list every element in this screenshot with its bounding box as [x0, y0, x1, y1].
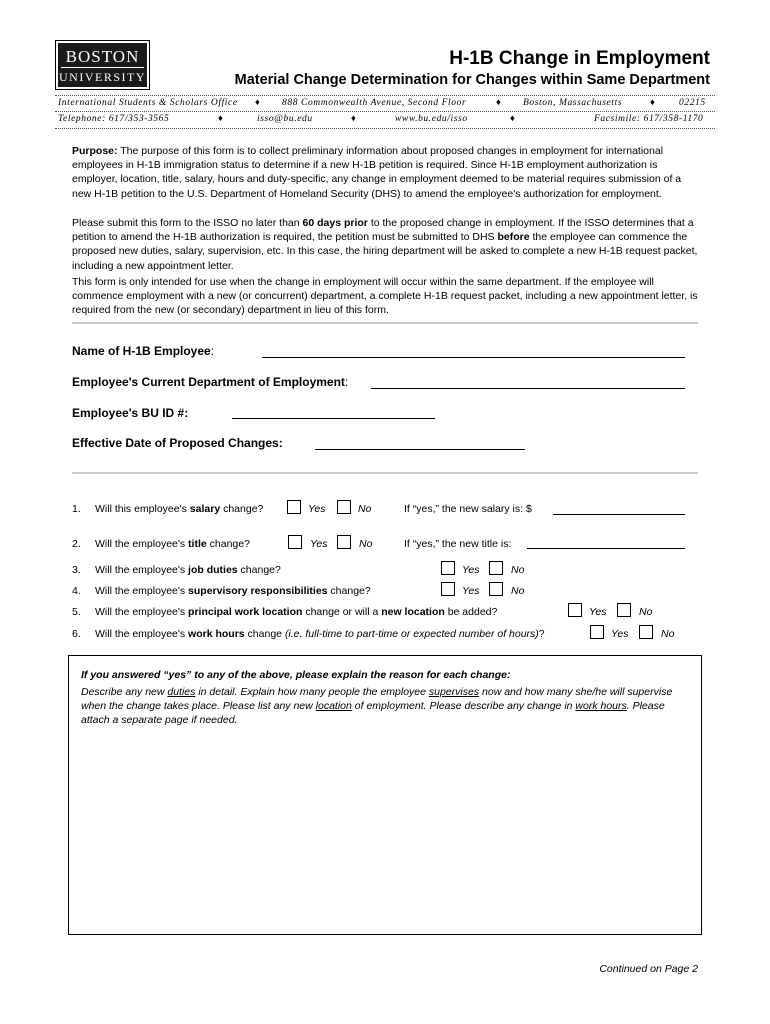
no-label: No [358, 503, 372, 515]
scope-paragraph: This form is only intended for use when the change in employment will occur within the same department. If the employee will commence employment with a new (or concurrent) department, a complete H-1B request packet, including a new appointment letter, is required from the new (or secondary) department in lieu of this form. [72, 276, 698, 317]
work-hours-yes-checkbox[interactable] [590, 625, 604, 639]
question-text: Will the employee's [95, 585, 189, 597]
question-text: change? [327, 585, 371, 597]
question-text: change? [237, 564, 281, 576]
explanation-instructions [81, 685, 693, 728]
explanation-response-area[interactable] [81, 736, 691, 926]
separator-diamond: ♦ [255, 98, 261, 108]
office-website: www.bu.edu/isso [395, 114, 468, 124]
bu-id-label: Employee's BU ID #: [72, 406, 189, 420]
department-field[interactable] [371, 388, 685, 389]
job-duties-yes-checkbox[interactable] [441, 561, 455, 575]
instruction-text: . Please attach a separate page if needed. [81, 700, 665, 727]
office-address: 888 Commonwealth Avenue, Second Floor [282, 98, 467, 108]
bu-logo [55, 40, 150, 90]
employee-name-field[interactable] [262, 357, 685, 358]
section-divider [72, 322, 698, 324]
department-label [72, 375, 348, 389]
no-label: No [639, 606, 653, 618]
question-title [95, 538, 250, 550]
new-salary-field[interactable] [553, 514, 685, 515]
instruction-emphasis: duties [167, 686, 196, 698]
form-subtitle: Material Change Determination for Changes within Same Department [234, 72, 710, 88]
question-text: be added? [444, 606, 498, 618]
instruction-text: Describe any new [81, 686, 168, 698]
instruction-text: now and how many she/he will supervise when the change takes place. Please list any new [81, 686, 673, 713]
form-title: H-1B Change in Employment [449, 48, 710, 69]
salary-yes-checkbox[interactable] [287, 500, 301, 514]
question-text: Will this employee's [95, 503, 190, 515]
explanation-title: If you answered “yes” to any of the above, please explain the reason for each change: [81, 669, 511, 681]
question-text: change or will a [302, 606, 382, 618]
question-keyword: principal work location [188, 606, 303, 618]
question-number: 5. [72, 606, 81, 618]
question-text: Will the employee's [95, 606, 189, 618]
office-telephone: Telephone: 617/353-3565 [58, 114, 170, 124]
question-text: change? [206, 538, 250, 550]
question-text: Will the employee's [95, 564, 189, 576]
effective-date-field[interactable] [315, 449, 525, 450]
question-number: 3. [72, 564, 81, 576]
purpose-paragraph [72, 144, 702, 201]
title-yes-checkbox[interactable] [288, 535, 302, 549]
question-keyword: new location [381, 606, 445, 618]
question-text: Will the employee's [95, 538, 189, 550]
question-keyword: job duties [188, 564, 238, 576]
question-supervisory [95, 585, 371, 597]
deadline-text: Please submit this form to the ISSO no later than [72, 217, 303, 229]
no-label: No [661, 628, 675, 640]
office-city: Boston, Massachusetts [523, 98, 623, 108]
question-job-duties [95, 564, 281, 576]
question-number: 6. [72, 628, 81, 640]
before-emphasis: before [497, 231, 530, 244]
label-colon: : [210, 344, 215, 358]
label-colon: : [344, 375, 349, 389]
yes-label: Yes [462, 585, 480, 597]
contact-row-phone [55, 112, 715, 128]
department-label-text: Employee's Current Department of Employment [72, 375, 345, 389]
yes-label: Yes [310, 538, 328, 550]
question-work-location [95, 606, 497, 618]
deadline-emphasis: 60 days prior [302, 217, 368, 229]
effective-date-label: Effective Date of Proposed Changes: [72, 436, 283, 450]
job-duties-no-checkbox[interactable] [489, 561, 503, 575]
work-location-yes-checkbox[interactable] [568, 603, 582, 617]
separator-diamond: ♦ [510, 114, 516, 124]
separator-diamond: ♦ [650, 98, 656, 108]
explanation-box[interactable] [68, 655, 702, 935]
no-label: No [511, 585, 525, 597]
no-label: No [359, 538, 373, 550]
question-text: Will the employee's [95, 628, 189, 640]
logo-line-university: UNIVERSITY [59, 70, 146, 84]
salary-no-checkbox[interactable] [337, 500, 351, 514]
question-hint: (i.e. full-time to part-time or expected number of hours) [284, 628, 539, 640]
question-work-hours [95, 628, 545, 640]
new-salary-label: If “yes,” the new salary is: $ [404, 503, 532, 515]
yes-label: Yes [589, 606, 607, 618]
question-text: ? [538, 628, 545, 640]
yes-label: Yes [462, 564, 480, 576]
no-label: No [511, 564, 525, 576]
supervisory-yes-checkbox[interactable] [441, 582, 455, 596]
office-name: International Students & Scholars Office [58, 98, 238, 108]
purpose-text: The purpose of this form is to collect preliminary information about proposed changes in employment for international employees in H-1B immigration status to determine if a new H-1B petition is required. Since H-1B employment authorization is employer, location, title, salary, hours and duty-specific, any change in employment deemed to be material requires submission of a new H-1B petition to the U.S. Department of Homeland Security (DHS) to amend the employee's authorization for employment. [72, 145, 682, 200]
title-no-checkbox[interactable] [337, 535, 351, 549]
deadline-text: the employee can commence the proposed new duties, salary, supervision, etc. In this case, the hiring department will be asked to complete a new H-1B request packet, including a new appointment letter. [72, 231, 698, 272]
instruction-emphasis: work hours [575, 700, 627, 713]
section-divider [72, 472, 698, 474]
deadline-paragraph [72, 216, 702, 273]
office-zip: 02215 [679, 98, 706, 108]
yes-label: Yes [308, 503, 326, 515]
continued-note: Continued on Page 2 [599, 963, 698, 975]
instruction-emphasis: supervises [428, 686, 480, 698]
separator-diamond: ♦ [351, 114, 357, 124]
question-number: 2. [72, 538, 81, 550]
question-keyword: salary [189, 503, 221, 515]
question-salary [95, 503, 263, 515]
office-email: isso@bu.edu [257, 114, 313, 124]
yes-label: Yes [611, 628, 629, 640]
separator-diamond: ♦ [496, 98, 502, 108]
bu-id-field[interactable] [232, 418, 435, 419]
question-number: 4. [72, 585, 81, 597]
instruction-text: of employment. Please describe any change in [351, 700, 576, 713]
employee-name-label-text: Name of H-1B Employee [72, 344, 211, 358]
supervisory-no-checkbox[interactable] [489, 582, 503, 596]
employee-name-label [72, 344, 214, 358]
purpose-label: Purpose: [72, 145, 118, 157]
question-text: change [244, 628, 285, 640]
question-text: change? [220, 503, 264, 515]
instruction-text: in detail. Explain how many people the employee [195, 686, 429, 698]
instruction-emphasis: location [315, 700, 352, 713]
question-keyword: supervisory responsibilities [188, 585, 328, 597]
deadline-text: to the proposed change in employment. If the ISSO determines that a petition to amend the H-1B authorization is required, the petition must be submitted to DHS [72, 217, 694, 244]
question-number: 1. [72, 503, 81, 515]
new-title-label: If “yes,” the new title is: [404, 538, 512, 550]
contact-row-address [55, 96, 715, 112]
logo-line-boston: BOSTON [65, 47, 140, 66]
new-title-field[interactable] [527, 548, 685, 549]
separator-diamond: ♦ [218, 114, 224, 124]
contact-bottom-rule [55, 128, 715, 129]
question-keyword: title [188, 538, 207, 550]
work-location-no-checkbox[interactable] [617, 603, 631, 617]
work-hours-no-checkbox[interactable] [639, 625, 653, 639]
office-fax: Facsimile: 617/358-1170 [594, 114, 704, 124]
question-keyword: work hours [188, 628, 245, 640]
